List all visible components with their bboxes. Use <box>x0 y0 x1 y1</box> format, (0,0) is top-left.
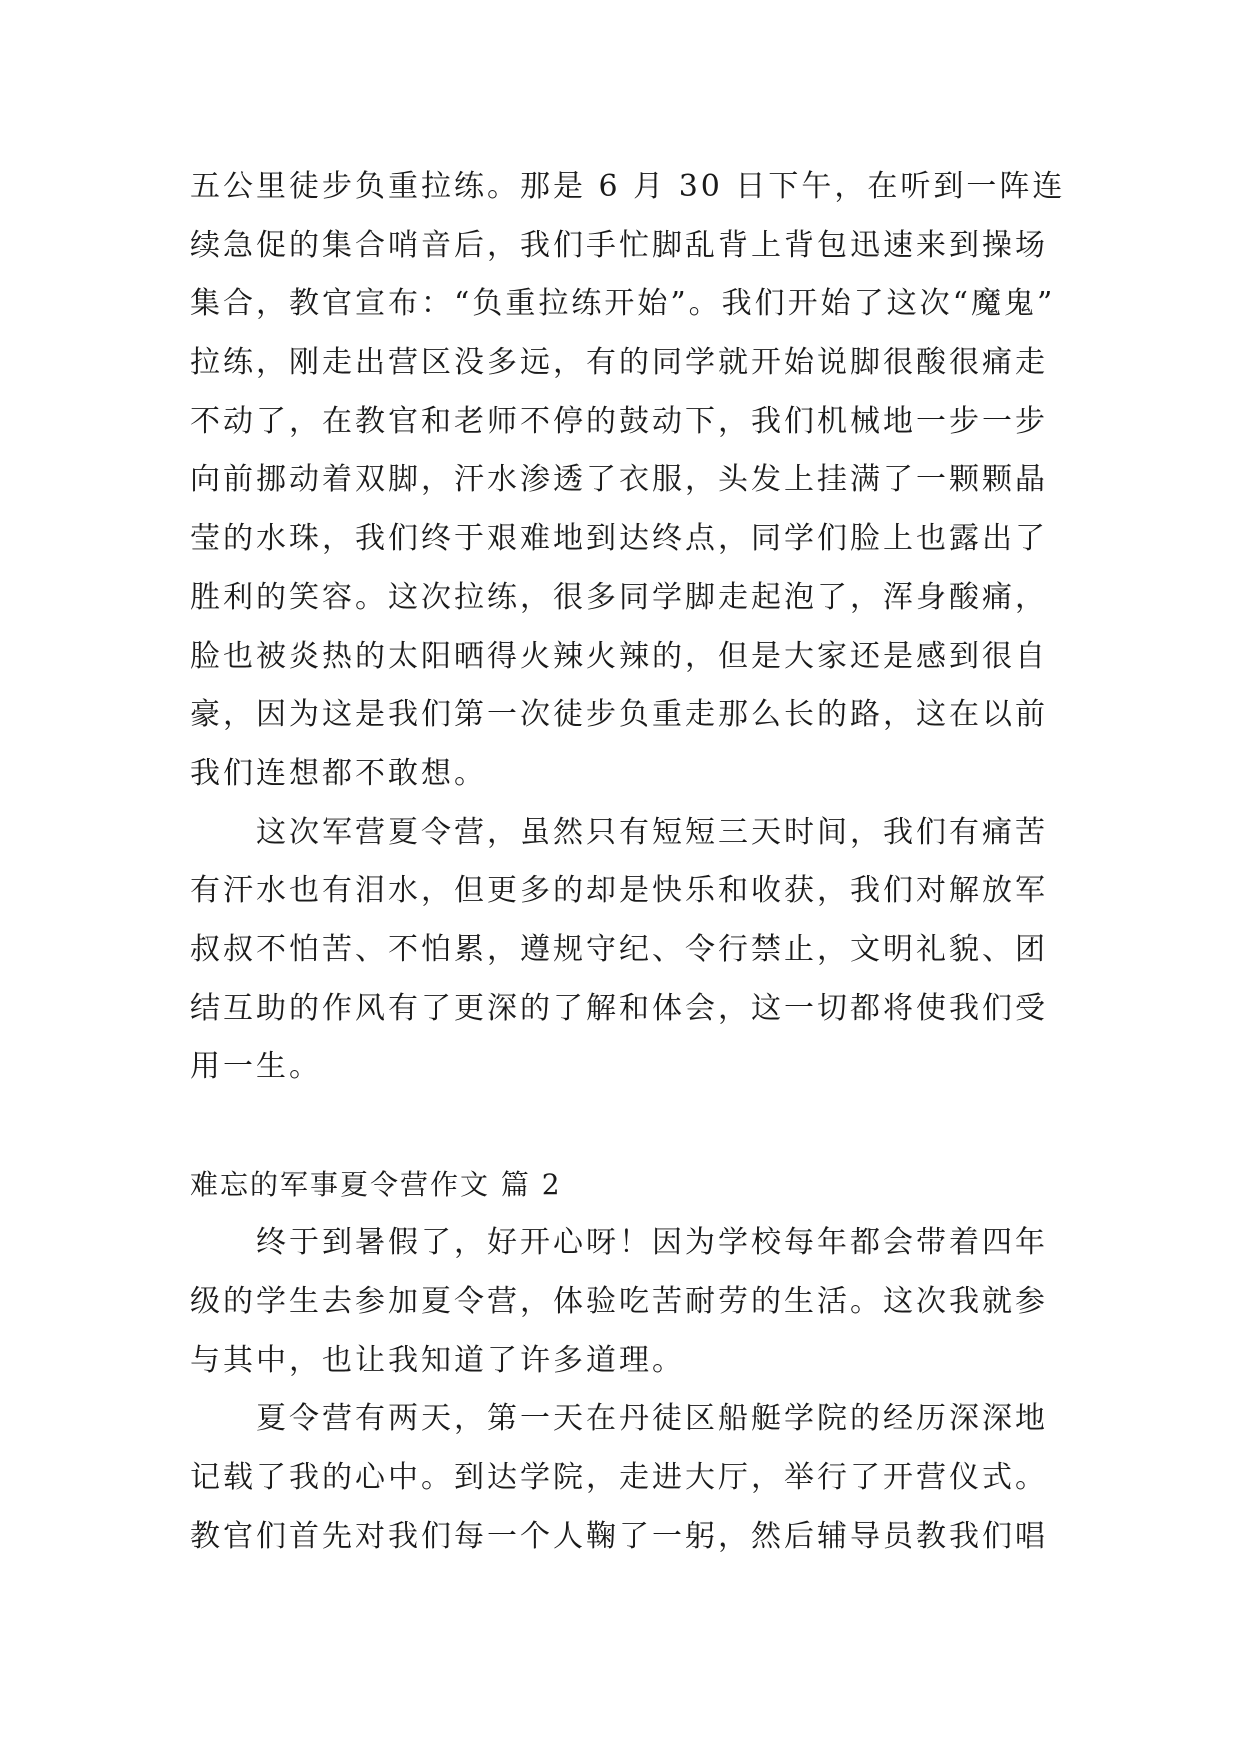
text-line: 莹的水珠，我们终于艰难地到达终点，同学们脸上也露出了 <box>190 521 1048 557</box>
text-line: 教官们首先对我们每一个人鞠了一躬，然后辅导员教我们唱 <box>190 1518 1048 1554</box>
text-line: 胜利的笑容。这次拉练，很多同学脚走起泡了，浑身酸痛， <box>190 579 1048 615</box>
text-line: 终于到暑假了，好开心呀！因为学校每年都会带着四年 <box>256 1225 1048 1261</box>
paragraph <box>190 1390 1052 1566</box>
text-line: 与其中，也让我知道了许多道理。 <box>190 1342 685 1378</box>
section-heading: 难忘的军事夏令营作文 篇 2 <box>190 1167 562 1201</box>
paragraph <box>190 1214 1052 1390</box>
text-line: 这次军营夏令营，虽然只有短短三天时间，我们有痛苦 <box>256 814 1048 850</box>
text-line: 脸也被炎热的太阳晒得火辣火辣的，但是大家还是感到很自 <box>190 638 1048 674</box>
text-line: 夏令营有两天，第一天在丹徒区船艇学院的经历深深地 <box>256 1401 1048 1437</box>
text-line: 向前挪动着双脚，汗水渗透了衣服，头发上挂满了一颗颗晶 <box>190 462 1048 498</box>
text-line: 记载了我的心中。到达学院，走进大厅，举行了开营仪式。 <box>190 1460 1048 1496</box>
text-line: 五公里徒步负重拉练。那是 6 月 30 日下午，在听到一阵连 <box>190 169 1066 204</box>
paragraph <box>190 158 1066 804</box>
text-line: 用一生。 <box>190 1049 322 1085</box>
text-line: 叔叔不怕苦、不怕累，遵规守纪、令行禁止，文明礼貌、团 <box>190 931 1048 967</box>
text-line: 豪，因为这是我们第一次徒步负重走那么长的路，这在以前 <box>190 697 1048 733</box>
text-line: 有汗水也有泪水，但更多的却是快乐和收获，我们对解放军 <box>190 873 1048 909</box>
paragraph <box>190 804 1052 1097</box>
text-line: 结互助的作风有了更深的了解和体会，这一切都将使我们受 <box>190 990 1048 1026</box>
document-body <box>190 158 1066 1567</box>
text-line: 不动了，在教官和老师不停的鼓动下，我们机械地一步一步 <box>190 403 1048 439</box>
text-line: 级的学生去参加夏令营，体验吃苦耐劳的生活。这次我就参 <box>190 1284 1048 1320</box>
text-line: 集合，教官宣布：“负重拉练开始”。我们开始了这次“魔鬼” <box>190 286 1056 322</box>
paragraph-spacer <box>190 1097 1052 1156</box>
text-line: 续急促的集合哨音后，我们手忙脚乱背上背包迅速来到操场 <box>190 227 1048 263</box>
text-line: 我们连想都不敢想。 <box>190 755 487 791</box>
text-line: 拉练，刚走出营区没多远，有的同学就开始说脚很酸很痛走 <box>190 345 1048 381</box>
